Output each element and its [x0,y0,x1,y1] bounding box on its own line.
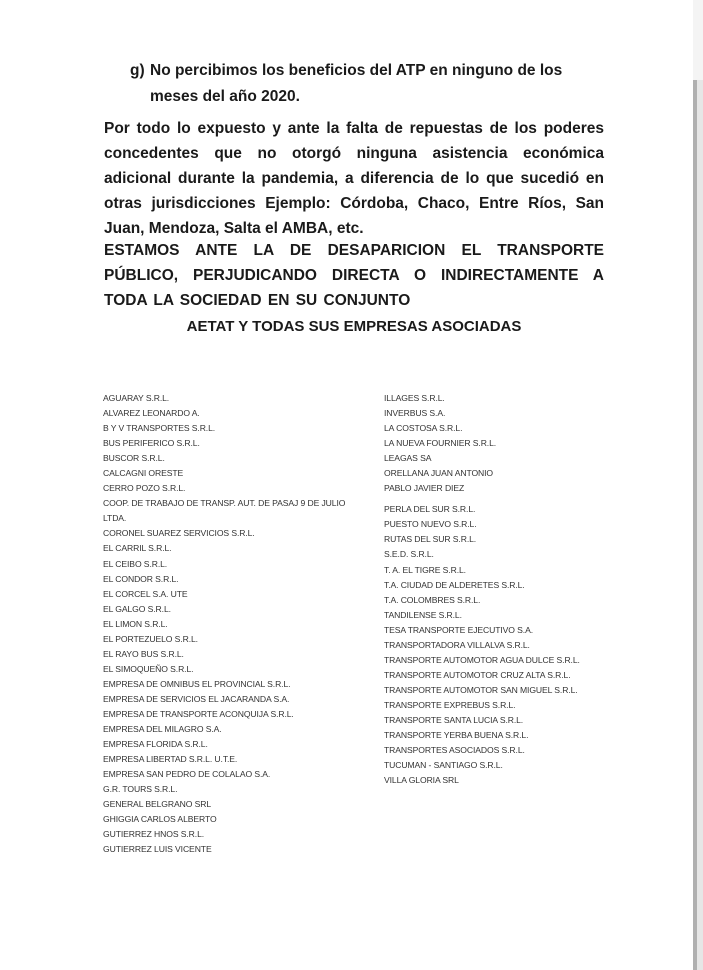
company-item: CERRO POZO S.R.L. [103,483,186,494]
company-item: TRANSPORTE AUTOMOTOR CRUZ ALTA S.R.L. [384,669,571,680]
company-item: B Y V TRANSPORTES S.R.L. [103,423,216,434]
company-item: VILLA GLORIA SRL [384,775,459,786]
company-item: BUSCOR S.R.L. [103,453,165,464]
company-item: TRANSPORTE SANTA LUCIA S.R.L. [384,714,524,725]
company-item: TANDILENSE S.R.L. [384,609,462,620]
company-item: EMPRESA DE TRANSPORTE ACONQUIJA S.R.L. [103,708,294,719]
company-item: EL GALGO S.R.L. [103,603,171,614]
companies-list-left [103,391,363,857]
paragraph-statement: ESTAMOS ANTE LA DE DESAPARICION EL TRANSPORTE PÚBLICO, PERJUDICANDO DIRECTA O INDIRECTAMENTE A TODA LA SOCIEDAD EN SU CONJUNTO [104,242,604,309]
company-item: AGUARAY S.R.L. [103,393,170,403]
company-item: TRANSPORTE AUTOMOTOR SAN MIGUEL S.R.L. [384,684,578,695]
company-item: LA COSTOSA S.R.L. [384,423,463,434]
company-item: GUTIERREZ LUIS VICENTE [103,844,212,855]
company-item: LTDA. [103,513,127,524]
signatories-heading: AETAT Y TODAS SUS EMPRESAS ASOCIADAS [186,318,522,335]
company-item: LA NUEVA FOURNIER S.R.L. [384,438,497,449]
company-item: BUS PERIFERICO S.R.L. [103,438,200,449]
list-marker: g) [130,62,145,79]
company-item: EMPRESA SAN PEDRO DE COLALAO S.A. [103,769,271,780]
company-item: TRANSPORTE AUTOMOTOR AGUA DULCE S.R.L. [384,654,580,665]
company-item: RUTAS DEL SUR S.R.L. [384,534,477,545]
company-item: EL PORTEZUELO S.R.L. [103,633,198,644]
company-item: ORELLANA JUAN ANTONIO [384,468,494,479]
company-item: PERLA DEL SUR S.R.L. [384,504,476,515]
company-item: GHIGGIA CARLOS ALBERTO [103,814,217,825]
company-item: S.E.D. S.R.L. [384,549,434,560]
companies-list-right [384,391,624,788]
company-item: T.A. COLOMBRES S.R.L. [384,594,481,605]
company-item: T.A. CIUDAD DE ALDERETES S.R.L. [384,579,525,590]
list-item-text: No percibimos los beneficios del ATP en ninguno de los meses del año 2020. [150,62,563,105]
company-item: G.R. TOURS S.R.L. [103,784,178,795]
company-item: EL LIMON S.R.L. [103,618,168,629]
company-item: INVERBUS S.A. [384,408,446,419]
company-item: TRANSPORTES ASOCIADOS S.R.L. [384,745,525,756]
company-item: EL CONDOR S.R.L. [103,573,179,584]
company-item: TRANSPORTE EXPREBUS S.R.L. [384,699,516,710]
paragraph-conclusion: Por todo lo expuesto y ante la falta de repuestas de los poderes concedentes que no otorgó ninguna asistencia económica adicional durante la pandemia, a diferencia de lo que sucedió en otras jurisdicciones Ejemplo: Córdoba, Chaco, Entre Ríos, San Juan, Mendoza, Salta el AMBA, etc. [104,120,604,237]
company-item: LEAGAS SA [384,453,432,464]
company-item: EL SIMOQUEÑO S.R.L. [103,663,194,674]
company-item: CORONEL SUAREZ SERVICIOS S.R.L. [103,528,255,539]
company-item: T. A. EL TIGRE S.R.L. [384,564,466,575]
company-item: ALVAREZ LEONARDO A. [103,408,200,419]
company-item: GUTIERREZ HNOS S.R.L. [103,829,205,840]
page-edge-top [693,0,703,80]
company-item: EMPRESA LIBERTAD S.R.L. U.T.E. [103,754,238,765]
page-edge-margin [697,80,703,970]
company-item: CALCAGNI ORESTE [103,468,184,479]
company-item: GENERAL BELGRANO SRL [103,799,212,810]
company-item: TESA TRANSPORTE EJECUTIVO S.A. [384,624,534,635]
company-item: PUESTO NUEVO S.R.L. [384,519,477,530]
company-item: ILLAGES S.R.L. [384,393,445,403]
company-item: EL RAYO BUS S.R.L. [103,648,184,659]
company-item: TRANSPORTE YERBA BUENA S.R.L. [384,730,529,741]
company-item: EMPRESA DE SERVICIOS EL JACARANDA S.A. [103,693,290,704]
company-item: EMPRESA DE OMNIBUS EL PROVINCIAL S.R.L. [103,678,291,689]
company-item: EL CORCEL S.A. UTE [103,588,188,599]
company-item: EMPRESA FLORIDA S.R.L. [103,739,208,750]
company-item: EL CARRIL S.R.L. [103,543,172,554]
company-item: TRANSPORTADORA VILLALVA S.R.L. [384,639,530,650]
company-item: TUCUMAN - SANTIAGO S.R.L. [384,760,503,771]
company-item: COOP. DE TRABAJO DE TRANSP. AUT. DE PASAJ 9 DE JULIO [103,498,346,509]
company-item: EMPRESA DEL MILAGRO S.A. [103,724,222,735]
company-item: PABLO JAVIER DIEZ [384,483,465,494]
company-item: EL CEIBO S.R.L. [103,558,168,569]
